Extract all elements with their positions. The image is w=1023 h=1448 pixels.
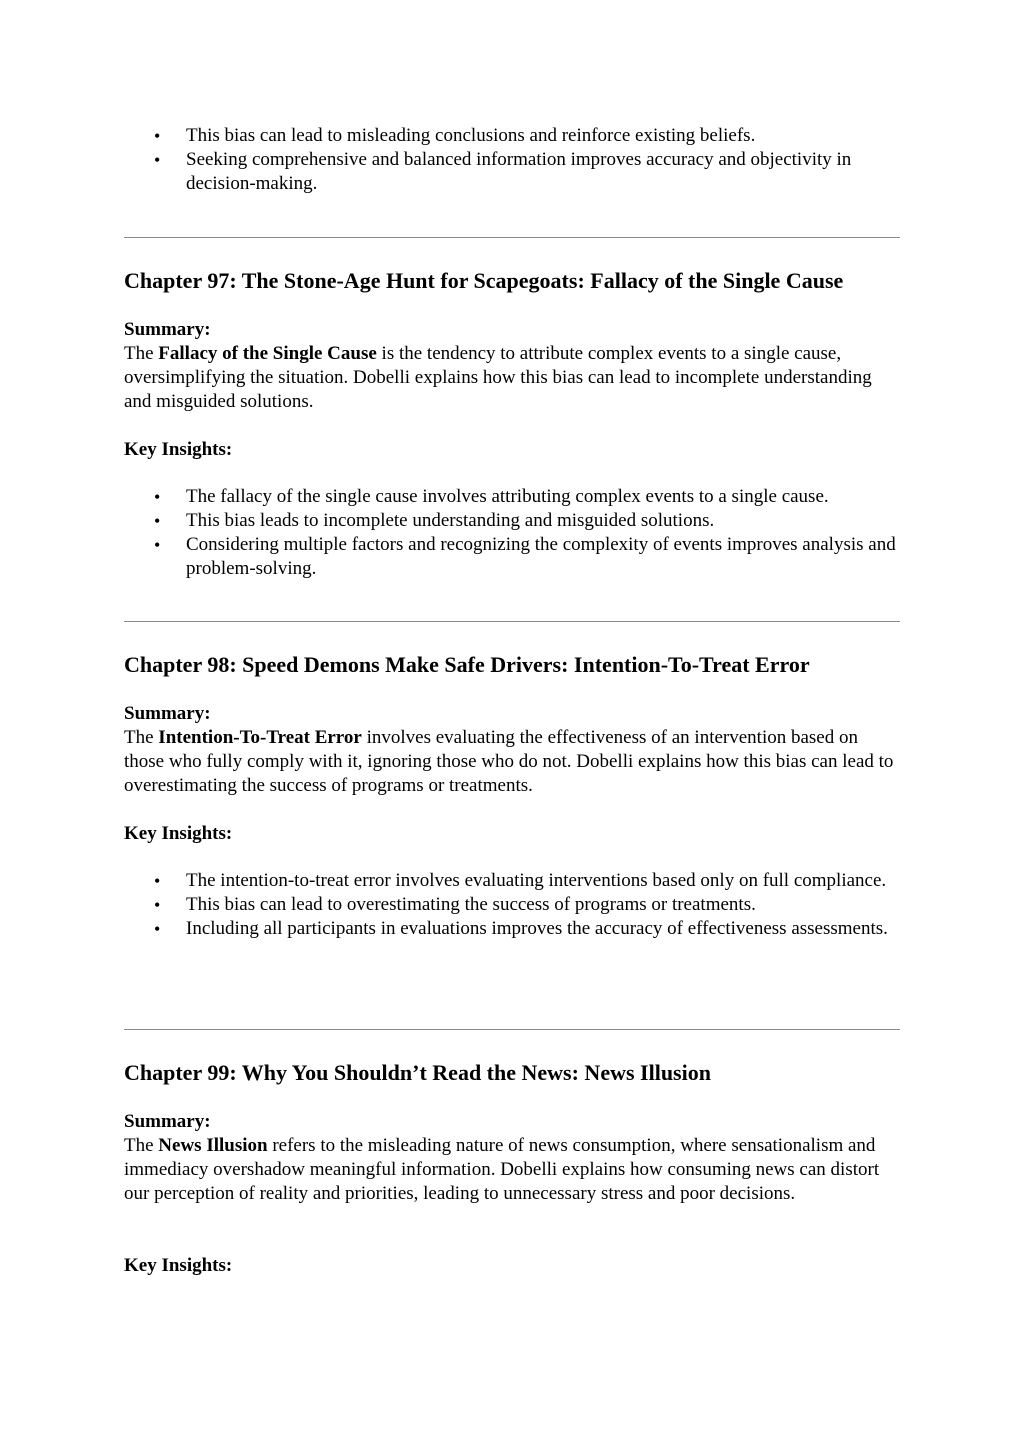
chapter-99-summary <box>124 1134 900 1206</box>
list-item: • This bias leads to incomplete understanding and misguided solutions. <box>124 509 900 533</box>
chapter-97-insights-list <box>124 485 900 581</box>
summary-text: involves evaluating the effectiveness of an intervention based on those who fully comply with it, ignoring those who do not. Dobelli explains how this bias can lead to overestimating the success of programs or treatments. <box>124 727 894 796</box>
summary-text: refers to the misleading nature of news consumption, where sensationalism and immediacy overshadow meaningful information. Dobelli explains how consuming news can distort our perception of reality and priorities, leading to unnecessary stress and poor decisions. <box>124 1135 880 1204</box>
chapter-97-title: Chapter 97: The Stone-Age Hunt for Scapegoats: Fallacy of the Single Cause <box>124 268 844 293</box>
list-item: • This bias can lead to overestimating the success of programs or treatments. <box>124 893 900 917</box>
chapter-99-insights-label: Key Insights: <box>124 1255 233 1276</box>
section-divider <box>124 1029 900 1030</box>
list-item: • Considering multiple factors and recognizing the complexity of events improves analysis and problem-solving. <box>124 533 900 581</box>
summary-text: is the tendency to attribute complex events to a single cause, oversimplifying the situation. Dobelli explains how this bias can lead to incomplete understanding and misguided solutions. <box>124 343 872 412</box>
chapter-97-summary <box>124 342 900 414</box>
list-item: • Seeking comprehensive and balanced information improves accuracy and objectivity in decision-making. <box>124 148 900 196</box>
chapter-98-title: Chapter 98: Speed Demons Make Safe Drivers: Intention-To-Treat Error <box>124 652 810 677</box>
chapter-97-insights-label: Key Insights: <box>124 439 233 460</box>
summary-prefix: The <box>124 727 159 748</box>
section-divider <box>124 621 900 622</box>
chapter-99-title: Chapter 99: Why You Shouldn’t Read the News: News Illusion <box>124 1060 711 1085</box>
list-item: • This bias can lead to misleading conclusions and reinforce existing beliefs. <box>124 124 900 148</box>
summary-prefix: The <box>124 1135 159 1156</box>
chapter-98-insights-label: Key Insights: <box>124 823 233 844</box>
chapter-98-summary <box>124 726 900 798</box>
list-item: • The fallacy of the single cause involves attributing complex events to a single cause. <box>124 485 900 509</box>
list-item: • The intention-to-treat error involves evaluating interventions based only on full compliance. <box>124 869 900 893</box>
chapter-99-summary-label: Summary: <box>124 1111 211 1132</box>
summary-term: Fallacy of the Single Cause <box>158 343 377 364</box>
summary-term: News Illusion <box>158 1135 268 1156</box>
chapter-98-summary-label: Summary: <box>124 703 211 724</box>
list-item: • Including all participants in evaluations improves the accuracy of effectiveness assessments. <box>124 917 900 941</box>
chapter-98-insights-list <box>124 869 900 941</box>
chapter-97-summary-label: Summary: <box>124 319 211 340</box>
previous-chapter-insights-list <box>124 124 900 196</box>
section-divider <box>124 237 900 238</box>
summary-term: Intention-To-Treat Error <box>158 727 362 748</box>
summary-prefix: The <box>124 343 159 364</box>
